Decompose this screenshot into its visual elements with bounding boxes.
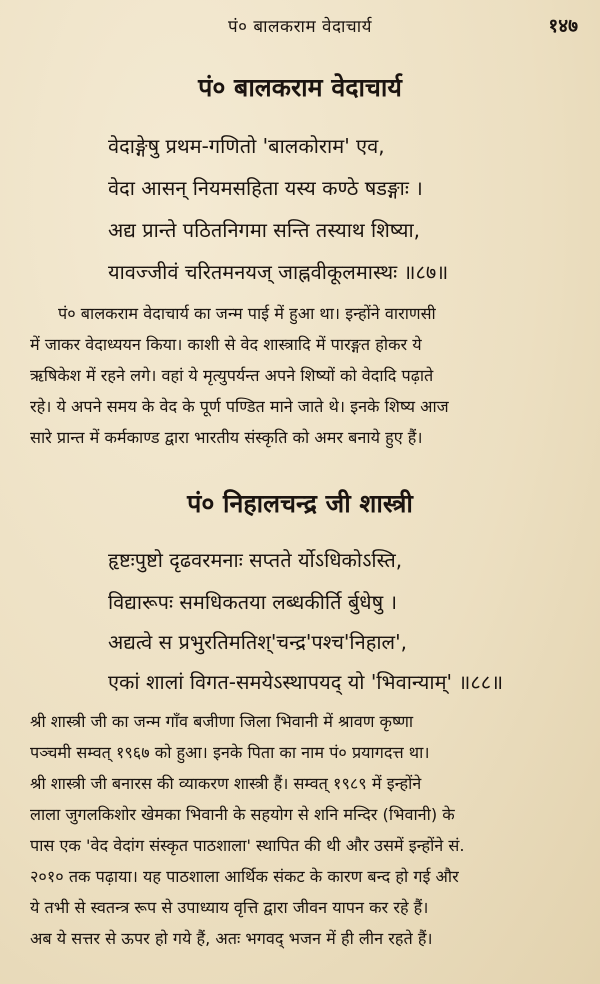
paragraph-line: पं० बालकराम वेदाचार्य का जन्म पाई में हुआ था। इन्होंने वाराणसी <box>58 304 436 323</box>
paragraph-line: पञ्चमी सम्वत् १९६७ को हुआ। इनके पिता का नाम पं० प्रयागदत्त था। <box>30 743 430 762</box>
verse-line: यावज्जीवं चरितमनयज् जाह्नवीकूलमास्थः ॥८७॥ <box>108 260 449 284</box>
paragraph-line: अब ये सत्तर से ऊपर हो गये हैं, अतः भगवद् भजन में ही लीन रहते हैं। <box>30 929 433 948</box>
paragraph-line: सारे प्रान्त में कर्मकाण्ड द्वारा भारतीय संस्कृति को अमर बनाये हुए हैं। <box>30 428 423 447</box>
verse-line: वेदाङ्गेषु प्रथम-गणितो 'बालकोराम' एव, <box>108 134 385 158</box>
paragraph-line: लाला जुगलकिशोर खेमका भिवानी के सहयोग से शनि मन्दिर (भिवानी) के <box>30 805 455 824</box>
verse-line: हृष्टःपुष्टो दृढवरमनाः सप्तते र्योऽधिकोऽस्ति, <box>108 548 403 572</box>
page-number: १४७ <box>548 15 578 37</box>
verse-line: अद्य प्रान्ते पठितनिगमा सन्ति तस्याथ शिष्या, <box>108 218 421 242</box>
running-header: पं० बालकराम वेदाचार्य <box>228 17 372 37</box>
paragraph-nihalchandra <box>30 706 575 954</box>
paragraph-line: श्री शास्त्री जी बनारस की व्याकरण शास्त्री हैं। सम्वत् १९८९ में इन्होंने <box>30 774 422 793</box>
paragraph-line: श्री शास्त्री जी का जन्म गाँव बजीणा जिला भिवानी में श्रावण कृष्णा <box>30 712 414 731</box>
paragraph-line: २०१० तक पढ़ाया। यह पाठशाला आर्थिक संकट के कारण बन्द हो गई और <box>30 867 459 886</box>
verse-line: अद्यत्वे स प्रभुरतिमतिश्'चन्द्र'पश्च'निहाल', <box>108 630 407 654</box>
paragraph-line: रहे। ये अपने समय के वेद के पूर्ण पण्डित माने जाते थे। इनके शिष्य आज <box>30 397 449 416</box>
verse-line: विद्यारूपः समधिकतया लब्धकीर्ति र्बुधेषु । <box>108 590 398 614</box>
section-heading-nihalchandra: पं० निहालचन्द्र जी शास्त्री <box>187 489 413 518</box>
verse-line: वेदा आसन् नियमसहिता यस्य कण्ठे षडङ्गाः । <box>108 176 423 200</box>
section-heading-balakram: पं० बालकराम वेदाचार्य <box>198 73 402 102</box>
verse-line: एकां शालां विगत-समयेऽस्थापयद् यो 'भिवान्याम्' ॥८८॥ <box>108 670 504 694</box>
paragraph-balakram <box>30 298 575 453</box>
paragraph-line: में जाकर वेदाध्ययन किया। काशी से वेद शास्त्रादि में पारङ्गत होकर ये <box>30 335 422 354</box>
paragraph-line: ये तभी से स्वतन्त्र रूप से उपाध्याय वृत्ति द्वारा जीवन यापन कर रहे हैं। <box>30 898 429 917</box>
paragraph-line: पास एक 'वेद वेदांग संस्कृत पाठशाला' स्थापित की थी और उसमें इन्होंने सं. <box>30 836 465 855</box>
paragraph-line: ऋषिकेश में रहने लगे। वहां ये मृत्युपर्यन्त अपने शिष्यों को वेदादि पढ़ाते <box>30 366 434 385</box>
